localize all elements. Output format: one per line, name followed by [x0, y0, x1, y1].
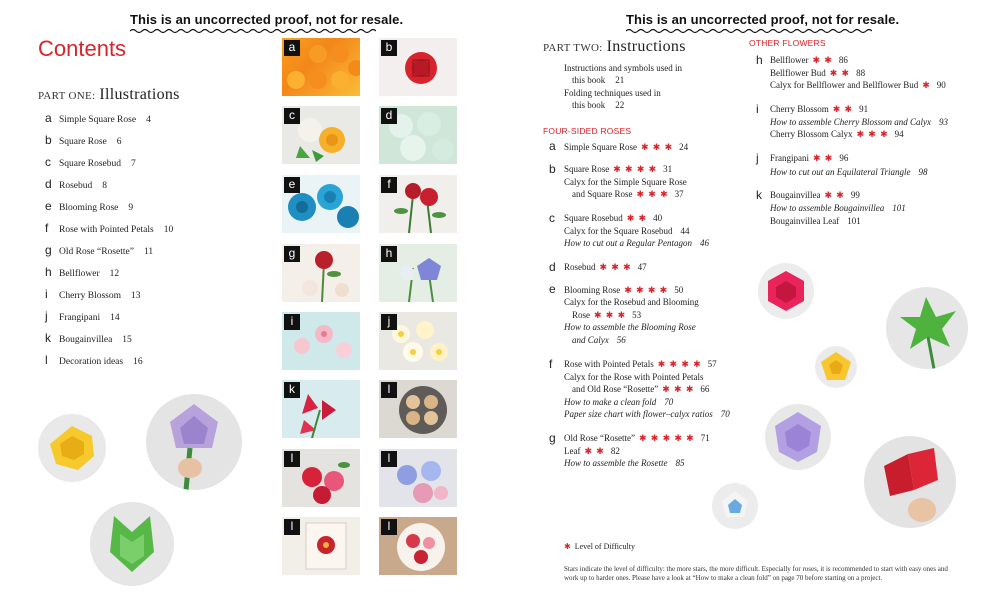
- toc-page: 6: [116, 137, 122, 147]
- toc-letter: b: [45, 133, 52, 147]
- thumb-tag: a: [284, 40, 300, 56]
- toc-entry[interactable]: [45, 265, 119, 279]
- toc-page: 8: [102, 181, 107, 191]
- intro-line: [572, 100, 624, 110]
- entry-page: 94: [894, 129, 904, 139]
- instruction-entry: [564, 372, 704, 382]
- thumb-tag: h: [381, 246, 397, 262]
- thumb-tag: l: [284, 451, 300, 467]
- instruction-entry[interactable]: [564, 397, 673, 407]
- thumb-tag: g: [284, 246, 300, 262]
- instruction-entry[interactable]: [564, 433, 710, 444]
- toc-entry[interactable]: [45, 155, 136, 169]
- entry-text: Rose with Pointed Petals: [564, 359, 654, 369]
- entry-text: Bellflower: [770, 55, 809, 65]
- intro-page: 22: [615, 100, 625, 110]
- difficulty-stars-icon: ✱ ✱: [584, 446, 605, 456]
- thumb-tag: k: [284, 382, 300, 398]
- toc-entry[interactable]: [45, 133, 122, 147]
- intro-line: [572, 75, 624, 85]
- difficulty-stars-icon: ✱ ✱ ✱: [662, 384, 695, 394]
- difficulty-stars-icon: ✱ ✱ ✱: [594, 310, 627, 320]
- toc-page: 16: [133, 357, 143, 367]
- toc-letter: i: [45, 287, 48, 301]
- entry-page: 37: [674, 189, 684, 199]
- toc-letter: d: [45, 177, 52, 191]
- thumb-tag: l: [381, 519, 397, 535]
- entry-text: Bougainvillea: [770, 190, 821, 200]
- entry-letter: j: [756, 151, 759, 165]
- lavender-rose-photo: [765, 404, 831, 470]
- instruction-entry: [564, 322, 696, 332]
- instruction-entry[interactable]: [564, 238, 709, 248]
- toc-title: Rose with Pointed Petals: [59, 225, 154, 235]
- thumb-tag: j: [381, 314, 397, 330]
- entry-letter: k: [756, 188, 762, 202]
- thumb-f[interactable]: [379, 175, 457, 233]
- difficulty-stars-icon: ✱ ✱: [832, 104, 854, 114]
- entry-page: 31: [663, 164, 673, 174]
- entry-text: Frangipani: [770, 153, 809, 163]
- thumb-l5[interactable]: [379, 517, 457, 575]
- entry-letter: c: [549, 211, 555, 225]
- toc-title: Frangipani: [59, 313, 101, 323]
- entry-text: Calyx for the Simple Square Rose: [564, 177, 687, 187]
- entry-text: How to assemble Cherry Blossom and Calyx: [770, 117, 931, 127]
- instruction-entry[interactable]: [770, 167, 928, 177]
- toc-letter: f: [45, 221, 49, 235]
- entry-text: and Square Rose: [572, 189, 633, 199]
- part-one-label: PART ONE:: [38, 90, 96, 102]
- entry-text: Cherry Blossom Calyx: [770, 129, 853, 139]
- thumb-tag: f: [381, 177, 397, 193]
- instruction-entry[interactable]: [564, 409, 730, 419]
- entry-page: 56: [616, 335, 626, 345]
- entry-letter: a: [549, 139, 556, 153]
- entry-page: 85: [675, 458, 685, 468]
- entry-page: 91: [859, 104, 869, 114]
- toc-letter: a: [45, 111, 52, 125]
- toc-entry[interactable]: [45, 331, 132, 345]
- toc-entry[interactable]: [45, 221, 173, 235]
- toc-entry[interactable]: [45, 353, 143, 367]
- thumb-tag: l: [381, 451, 397, 467]
- difficulty-stars-icon: ✱ ✱ ✱ ✱: [613, 164, 658, 174]
- toc-title: Decoration ideas: [59, 357, 124, 367]
- other-flowers-heading: OTHER FLOWERS: [749, 38, 826, 48]
- entry-page: 50: [674, 285, 684, 295]
- toc-page: 9: [128, 203, 134, 213]
- toc-page: 12: [109, 269, 120, 279]
- toc-entry[interactable]: [45, 111, 151, 125]
- entry-page: 66: [700, 384, 710, 394]
- thumb-k[interactable]: [282, 380, 360, 438]
- four-sided-roses-heading: FOUR-SIDED ROSES: [543, 126, 632, 136]
- part-two-heading: [543, 38, 686, 56]
- green-calyx-icon: [90, 502, 174, 586]
- toc-title: Simple Square Rose: [59, 115, 137, 125]
- entry-page: 93: [939, 117, 948, 127]
- toc-entry[interactable]: [45, 243, 153, 257]
- difficulty-stars-icon: ✱ ✱ ✱: [856, 129, 889, 139]
- toc-page: 10: [163, 225, 174, 235]
- entry-page: 101: [892, 203, 906, 213]
- toc-page: 14: [110, 313, 120, 323]
- difficulty-stars-icon: ✱ ✱: [626, 213, 648, 223]
- instruction-entry[interactable]: [770, 216, 861, 226]
- thumb-c[interactable]: [282, 106, 360, 164]
- entry-text: Leaf: [564, 446, 581, 456]
- toc-page: 11: [143, 247, 154, 257]
- thumb-h[interactable]: [379, 244, 457, 302]
- intro-page: 21: [615, 75, 625, 85]
- instruction-entry[interactable]: [572, 310, 641, 321]
- entry-page: 99: [850, 190, 860, 200]
- yellow-rose-photo: [38, 414, 106, 482]
- entry-text: Bougainvillea Leaf: [770, 216, 840, 226]
- toc-letter: l: [45, 353, 48, 367]
- difficulty-stars-icon: ✱ ✱ ✱ ✱: [657, 359, 702, 369]
- entry-text: Bellflower Bud: [770, 68, 826, 78]
- entry-text: How to cut out an Equilateral Triangle: [770, 167, 911, 177]
- difficulty-stars-icon: ✱ ✱: [812, 55, 833, 65]
- toc-page: 13: [131, 291, 141, 301]
- thumb-i[interactable]: [282, 312, 360, 370]
- instruction-entry[interactable]: [564, 142, 688, 153]
- entry-page: 53: [632, 310, 642, 320]
- thumb-g[interactable]: [282, 244, 360, 302]
- entry-letter: g: [549, 431, 556, 445]
- difficulty-stars-icon: ✱ ✱ ✱ ✱: [624, 285, 669, 295]
- page-title: Contents: [38, 36, 127, 61]
- instruction-entry[interactable]: [572, 335, 626, 345]
- instruction-entry[interactable]: [770, 203, 906, 213]
- entry-text: How to assemble the Rosette: [564, 458, 668, 468]
- toc-page: 4: [146, 115, 151, 125]
- entry-text: Square Rose: [564, 164, 610, 174]
- instruction-entry[interactable]: [564, 359, 717, 370]
- thumb-j[interactable]: [379, 312, 457, 370]
- green-leaf-photo: [886, 287, 968, 369]
- toc-entry[interactable]: [45, 287, 141, 301]
- difficulty-stars-icon: ✱ ✱ ✱: [636, 189, 669, 199]
- entry-page: 44: [680, 226, 690, 236]
- entry-text: Rosebud: [564, 262, 596, 272]
- thumb-tag: b: [381, 40, 397, 56]
- entry-page: 24: [679, 142, 689, 152]
- entry-letter: d: [549, 260, 556, 274]
- yellow-rose-icon: [38, 414, 106, 482]
- entry-letter: h: [756, 53, 763, 67]
- thumb-l1[interactable]: [379, 380, 457, 438]
- instruction-entry[interactable]: [564, 226, 689, 236]
- toc-title: Blooming Rose: [59, 203, 119, 213]
- part-two-title: Instructions: [606, 38, 686, 55]
- intro-line: Instructions and symbols used in: [564, 63, 682, 73]
- entry-text: How to make a clean fold: [564, 397, 657, 407]
- proof-banner-right: This is an uncorrected proof, not for resale.: [626, 12, 900, 27]
- entry-page: 86: [838, 55, 848, 65]
- entry-text: Square Rosebud: [564, 213, 623, 223]
- entry-page: 101: [847, 216, 861, 226]
- toc-entry[interactable]: [45, 199, 133, 213]
- entry-page: 46: [700, 238, 709, 248]
- instruction-entry[interactable]: [770, 117, 948, 127]
- green-leaf-icon: [886, 287, 968, 369]
- instruction-entry[interactable]: [572, 189, 684, 200]
- thumb-tag: l: [284, 519, 300, 535]
- banner-wave-right: [626, 28, 872, 34]
- entry-text: Calyx for the Square Rosebud: [564, 226, 673, 236]
- entry-page: 90: [936, 80, 946, 90]
- blue-flower-icon: [712, 483, 758, 529]
- entry-page: 70: [664, 397, 674, 407]
- intro-text: this book: [572, 75, 606, 85]
- toc-letter: h: [45, 265, 52, 279]
- pink-rose-photo: [758, 263, 814, 319]
- entry-text: Paper size chart with flower–calyx ratios: [564, 409, 713, 419]
- toc-page: 7: [131, 159, 136, 169]
- entry-page: 98: [918, 167, 928, 177]
- entry-letter: e: [549, 282, 556, 296]
- toc-title: Cherry Blossom: [59, 291, 122, 301]
- thumb-e[interactable]: [282, 175, 360, 233]
- yellow-flower-photo: [815, 346, 857, 388]
- star-icon: ✱: [564, 542, 571, 551]
- difficulty-stars-icon: ✱ ✱ ✱: [599, 262, 632, 272]
- thumb-tag: e: [284, 177, 300, 193]
- toc-letter: k: [45, 331, 51, 345]
- instruction-entry[interactable]: [564, 458, 684, 468]
- instruction-entry[interactable]: [564, 285, 683, 296]
- toc-title: Bougainvillea: [59, 335, 113, 345]
- instruction-entry[interactable]: [770, 190, 860, 201]
- thumb-a[interactable]: [282, 38, 360, 96]
- intro-text: this book: [572, 100, 606, 110]
- blue-flower-photo: [712, 483, 758, 529]
- thumb-tag: l: [381, 382, 397, 398]
- entry-page: 57: [707, 359, 717, 369]
- toc-letter: e: [45, 199, 52, 213]
- thumb-l4[interactable]: [282, 517, 360, 575]
- toc-title: Square Rose: [59, 137, 107, 147]
- entry-text: Calyx for Bellflower and Bellflower Bud: [770, 80, 919, 90]
- entry-text: How to assemble Bougainvillea: [770, 203, 885, 213]
- instruction-entry[interactable]: [564, 446, 620, 457]
- thumb-tag: i: [284, 314, 300, 330]
- entry-text: How to cut out a Regular Pentagon: [564, 238, 692, 248]
- purple-bellflower-icon: [146, 394, 242, 490]
- legend-label: Level of Difficulty: [574, 542, 635, 551]
- toc-page: 15: [122, 335, 132, 345]
- toc-entry[interactable]: [45, 177, 107, 191]
- entry-text: and Old Rose “Rosette”: [572, 384, 659, 394]
- entry-text: Simple Square Rose: [564, 142, 637, 152]
- difficulty-stars-icon: ✱ ✱: [813, 153, 834, 163]
- footer-note: Stars indicate the level of difficulty: the more stars, the more difficult. Especially for roses, it is recommended to start with easy ones and work up to harder ones. Please have a look at “How to make a clean fold” on page 70 before starting on a project.: [564, 565, 948, 582]
- entry-text: and Calyx: [572, 335, 609, 345]
- banner-wave-left: [130, 28, 376, 34]
- difficulty-stars-icon: ✱ ✱ ✱ ✱ ✱: [639, 433, 695, 443]
- instruction-entry: [564, 297, 699, 307]
- thumb-l3[interactable]: [379, 449, 457, 507]
- yellow-flower-icon: [815, 346, 857, 388]
- difficulty-stars-icon: ✱ ✱: [824, 190, 845, 200]
- thumb-l2[interactable]: [282, 449, 360, 507]
- entry-text: Calyx for the Rosebud and Blooming: [564, 297, 699, 307]
- difficulty-legend: [564, 542, 635, 551]
- instruction-entry[interactable]: [572, 384, 709, 395]
- proof-banner-left: This is an uncorrected proof, not for resale.: [130, 12, 404, 27]
- instruction-entry[interactable]: [564, 262, 647, 273]
- instruction-entry[interactable]: [770, 68, 865, 79]
- toc-entry[interactable]: [45, 309, 120, 323]
- entry-page: 40: [653, 213, 663, 223]
- lavender-rose-icon: [765, 404, 831, 470]
- toc-letter: j: [45, 309, 48, 323]
- toc-title: Rosebud: [59, 181, 93, 191]
- toc-title: Old Rose “Rosette”: [59, 247, 134, 257]
- entry-page: 96: [839, 153, 849, 163]
- pink-rose-icon: [758, 263, 814, 319]
- entry-letter: i: [756, 102, 759, 116]
- instruction-entry[interactable]: [564, 164, 672, 175]
- entry-letter: f: [549, 357, 553, 371]
- thumb-tag: c: [284, 108, 300, 124]
- instruction-entry[interactable]: [770, 129, 904, 140]
- entry-page: 71: [700, 433, 710, 443]
- entry-page: 70: [720, 409, 730, 419]
- part-two-label: PART TWO:: [543, 42, 603, 54]
- difficulty-stars-icon: ✱ ✱ ✱: [641, 142, 674, 152]
- toc-title: Bellflower: [59, 269, 100, 279]
- entry-text: Cherry Blossom: [770, 104, 829, 114]
- entry-text: Rose: [572, 310, 590, 320]
- instruction-entry[interactable]: [770, 153, 848, 164]
- green-calyx-photo: [90, 502, 174, 586]
- red-bougainvillea-photo: [864, 436, 956, 528]
- instruction-entry: [564, 177, 687, 187]
- entry-page: 47: [637, 262, 647, 272]
- red-bougainvillea-icon: [864, 436, 956, 528]
- entry-text: Blooming Rose: [564, 285, 621, 295]
- purple-bellflower-photo: [146, 394, 242, 490]
- entry-text: How to assemble the Blooming Rose: [564, 322, 696, 332]
- intro-line: Folding techniques used in: [564, 88, 661, 98]
- instruction-entry[interactable]: [770, 80, 946, 91]
- entry-letter: b: [549, 162, 556, 176]
- part-one-title: Illustrations: [99, 86, 180, 103]
- entry-page: 82: [610, 446, 620, 456]
- thumb-b[interactable]: [379, 38, 457, 96]
- instruction-entry[interactable]: [564, 213, 662, 224]
- instruction-entry[interactable]: [770, 104, 868, 115]
- difficulty-stars-icon: ✱: [922, 80, 931, 90]
- thumb-tag: d: [381, 108, 397, 124]
- difficulty-stars-icon: ✱ ✱: [829, 68, 851, 78]
- entry-page: 88: [856, 68, 866, 78]
- entry-text: Old Rose “Rosette”: [564, 433, 635, 443]
- part-one-heading: [38, 86, 180, 104]
- toc-letter: g: [45, 243, 52, 257]
- toc-letter: c: [45, 155, 51, 169]
- toc-title: Square Rosebud: [59, 159, 122, 169]
- instruction-entry[interactable]: [770, 55, 848, 66]
- entry-text: Calyx for the Rose with Pointed Petals: [564, 372, 704, 382]
- thumb-d[interactable]: [379, 106, 457, 164]
